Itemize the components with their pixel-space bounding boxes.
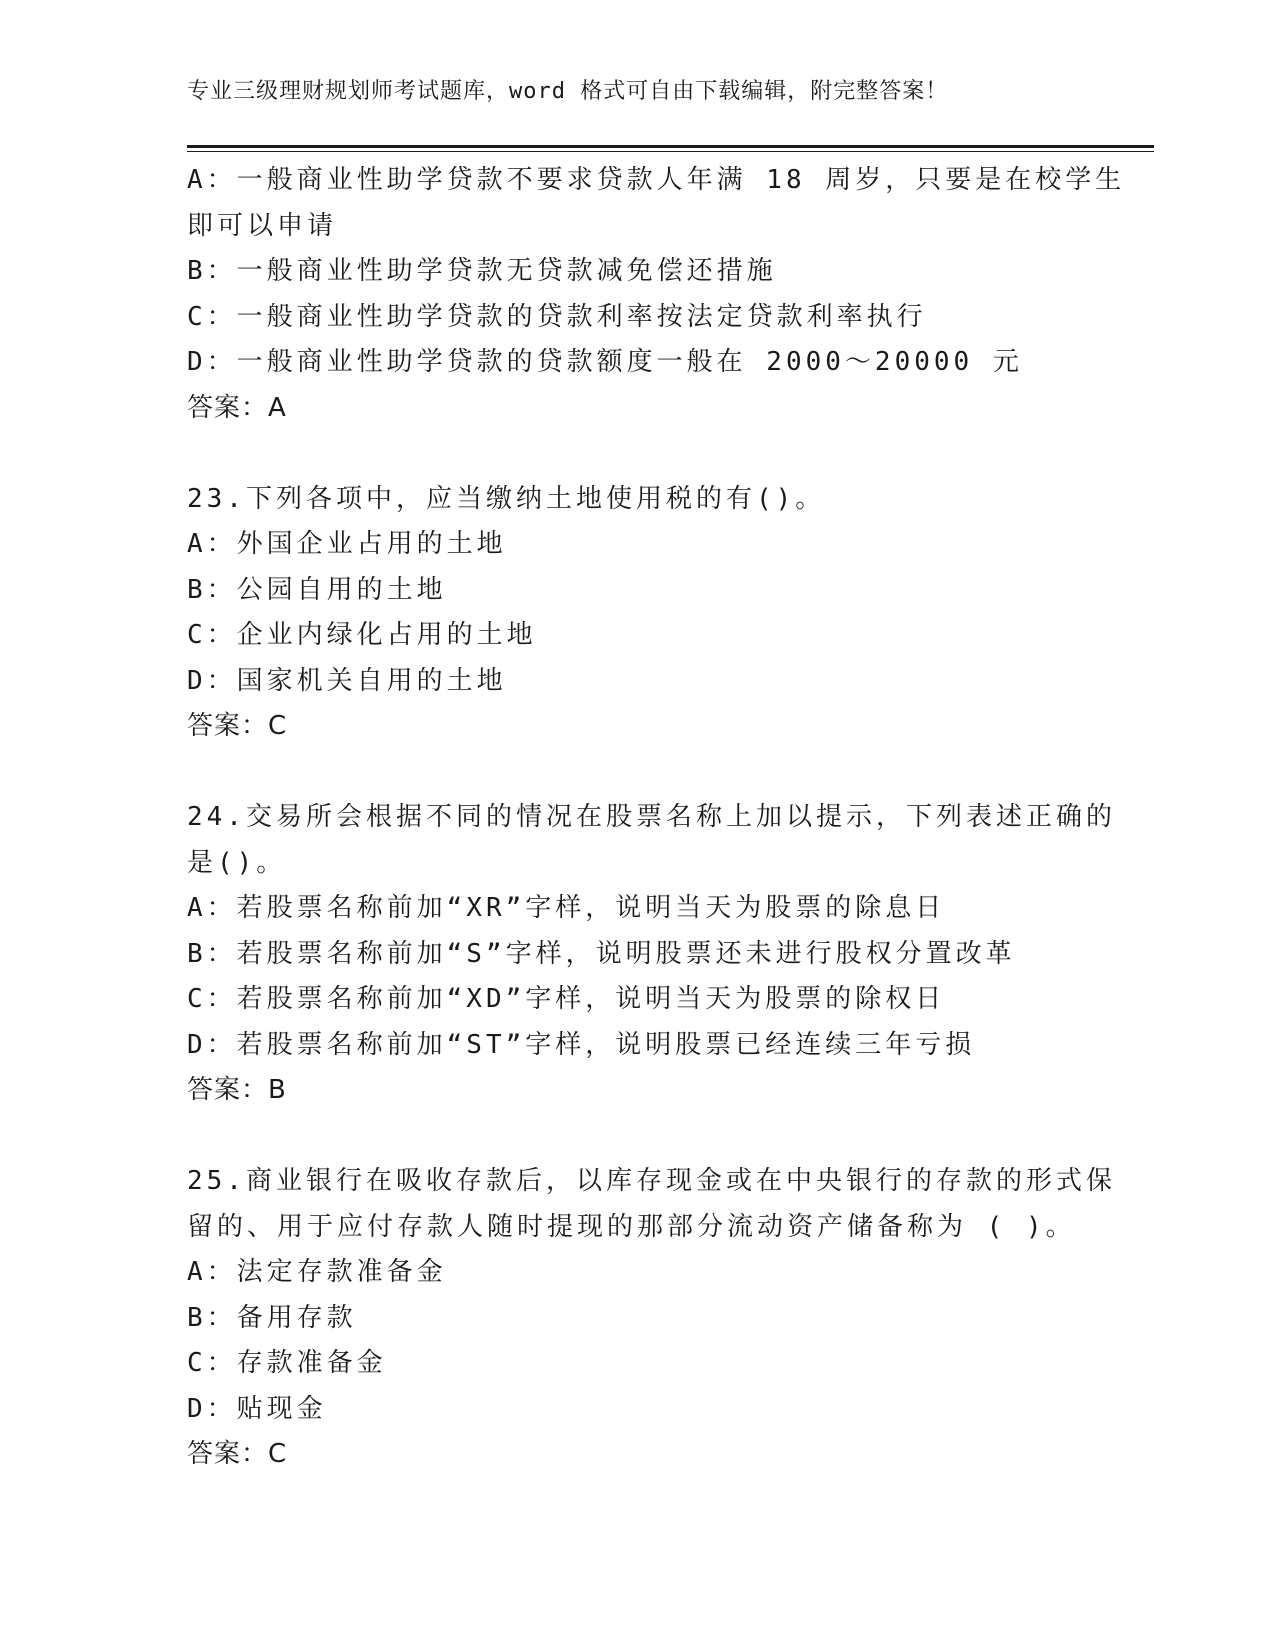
option-line: C：一般商业性助学贷款的贷款利率按法定贷款利率执行 [187,301,927,332]
option-line: D：若股票名称前加“ST”字样，说明股票已经连续三年亏损 [187,1029,976,1060]
option-c [187,977,1087,1023]
option-line: B：备用存款 [187,1302,357,1333]
option-line: B：一般商业性助学贷款无贷款减免偿还措施 [187,256,777,286]
option-line: A：一般商业性助学贷款不要求贷款人年满 18 周岁，只要是在校学生 [187,165,1126,195]
question-block [187,795,1116,1114]
option-b [187,249,1087,295]
answer-line: 答案：C [187,711,288,741]
option-c [187,1341,1087,1387]
question-block [187,477,1087,750]
option-line: C：若股票名称前加“XD”字样，说明当天为股票的除权日 [187,984,946,1014]
option-a [187,886,1087,932]
option-line: B：若股票名称前加“S”字样，说明股票还未进行股权分置改革 [187,938,1016,969]
question-stem: 是()。 [187,847,287,878]
option-a [187,1250,1087,1296]
header-divider-thin [187,151,1154,152]
option-line: A：若股票名称前加“XR”字样，说明当天为股票的除息日 [187,893,946,923]
option-line: B：公园自用的土地 [187,574,447,605]
option-line: C：企业内绿化占用的土地 [187,620,537,650]
question-list [187,158,1126,1478]
option-a [187,522,1087,568]
option-c [187,295,1087,341]
option-line: D：一般商业性助学贷款的贷款额度一般在 2000～20000 元 [187,347,1023,377]
block-spacer [187,750,1087,796]
option-d [187,340,1087,386]
option-line: A：外国企业占用的土地 [187,529,507,559]
option-line: A：法定存款准备金 [187,1257,447,1287]
option-line: C：存款准备金 [187,1348,387,1378]
header-divider-thick [187,145,1154,148]
block-spacer [187,1114,1087,1160]
option-d [187,1023,1087,1069]
option-line: 即可以申请 [187,210,338,241]
page-header: 专业三级理财规划师考试题库，word 格式可自由下载编辑，附完整答案！ [187,79,949,104]
answer-line: 答案：C [187,1439,288,1469]
question-block [187,1159,1116,1478]
question-stem: 留的、用于应付存款人随时提现的那部分流动资产储备称为 ( )。 [187,1211,1076,1242]
option-b [187,932,1087,978]
option-b [187,1296,1087,1342]
block-spacer [187,431,1087,477]
answer-line: 答案：B [187,1075,287,1105]
option-line: D：贴现金 [187,1393,327,1424]
option-b [187,568,1087,614]
option-d [187,1387,1087,1433]
option-a [187,158,1126,249]
option-line: D：国家机关自用的土地 [187,665,507,696]
question-stem: 25.商业银行在吸收存款后，以库存现金或在中央银行的存款的形式保 [187,1166,1116,1196]
question-stem: 23.下列各项中，应当缴纳土地使用税的有()。 [187,483,826,514]
answer-line: 答案：A [187,392,287,423]
question-block [187,158,1126,431]
option-d [187,659,1087,705]
option-c [187,613,1087,659]
question-stem: 24.交易所会根据不同的情况在股票名称上加以提示，下列表述正确的 [187,802,1116,832]
